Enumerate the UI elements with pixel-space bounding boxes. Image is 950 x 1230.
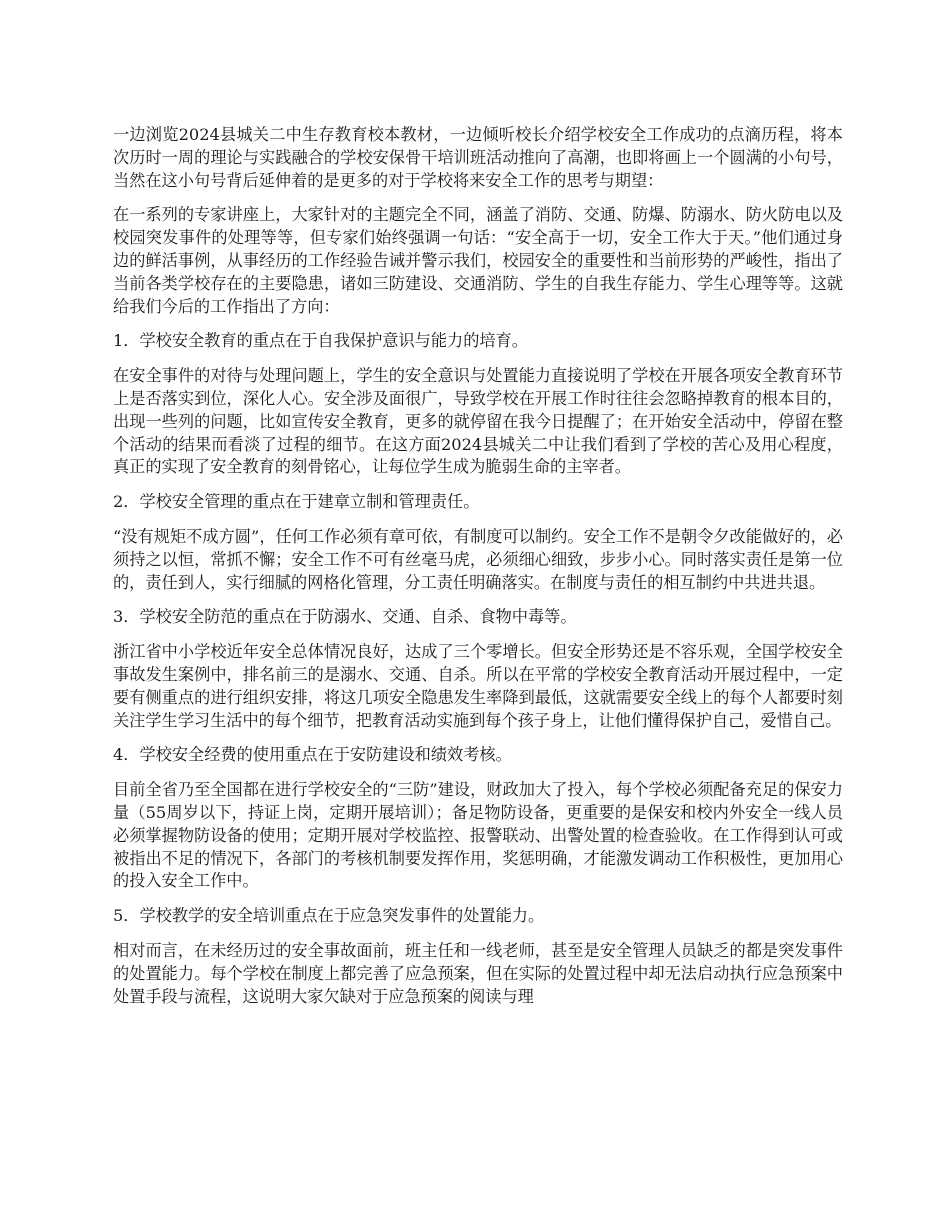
- section-heading-4: 4．学校安全经费的使用重点在于安防建设和绩效考核。: [113, 745, 512, 765]
- section-heading-5: 5．学校教学的安全培训重点在于应急突发事件的处置能力。: [113, 906, 545, 926]
- section-heading-3: 3．学校安全防范的重点在于防溺水、交通、自杀、食物中毒等。: [113, 607, 577, 627]
- paragraph-lectures: 在一系列的专家讲座上，大家针对的主题完全不同，涵盖了消防、交通、防爆、防溺水、防火防电以及校园突发事件的处理等等，但专家们始终强调一句话：“安全高于一切，安全工作大于天。”他们通过身边的鲜活事例，从事经历的工作经验告诫并警示我们，校园安全的重要性和当前形势的严峻性，指出了当前各类学校存在的主要隐患，诸如三防建设、交通消防、学生的自我生存能力、学生心理等等。这就给我们今后的工作指出了方向：: [113, 205, 843, 316]
- document-body: [113, 124, 843, 1020]
- paragraph-section-4: 目前全省乃至全国都在进行学校安全的“三防”建设，财政加大了投入，每个学校必须配备充足的保安力量（55周岁以下，持证上岗，定期开展培训）；备足物防设备，更重要的是保安和校内外安全一线人员必须掌握物防设备的使用；定期开展对学校监控、报警联动、出警处置的检查验收。在工作得到认可或被指出不足的情况下，各部门的考核机制要发挥作用，奖惩明确，才能激发调动工作积极性，更加用心的投入安全工作中。: [113, 780, 843, 891]
- section-heading-1: 1．学校安全教育的重点在于自我保护意识与能力的培育。: [113, 331, 528, 351]
- paragraph-section-2: “没有规矩不成方圆”，任何工作必须有章可依，有制度可以制约。安全工作不是朝令夕改能做好的，必须持之以恒，常抓不懈；安全工作不可有丝毫马虎，必须细心细致，步步小心。同时落实责任是第一位的，责任到人，实行细腻的网格化管理，分工责任明确落实。在制度与责任的相互制约中共进共退。: [113, 526, 843, 592]
- paragraph-section-5: 相对而言，在未经历过的安全事故面前，班主任和一线老师，甚至是安全管理人员缺乏的都是突发事件的处置能力。每个学校在制度上都完善了应急预案，但在实际的处置过程中却无法启动执行应急预案中处置手段与流程，这说明大家欠缺对于应急预案的阅读与理: [113, 940, 843, 1006]
- section-heading-2: 2．学校安全管理的重点在于建章立制和管理责任。: [113, 492, 480, 512]
- paragraph-intro: 一边浏览2024县城关二中生存教育校本教材，一边倾听校长介绍学校安全工作成功的点滴历程，将本次历时一周的理论与实践融合的学校安保骨干培训班活动推向了高潮，也即将画上一个圆满的小句号，当然在这小句号背后延伸着的是更多的对于学校将来安全工作的思考与期望：: [113, 125, 843, 190]
- paragraph-section-3: 浙江省中小学校近年安全总体情况良好，达成了三个零增长。但安全形势还是不容乐观，全国学校安全事故发生案例中，排名前三的是溺水、交通、自杀。所以在平常的学校安全教育活动开展过程中，一定要有侧重点的进行组织安排，将这几项安全隐患发生率降到最低，这就需要安全线上的每个人都要时刻关注学生学习生活中的每个细节，把教育活动实施到每个孩子身上，让他们懂得保护自己，爱惜自己。: [113, 642, 843, 730]
- paragraph-section-1: 在安全事件的对待与处理问题上，学生的安全意识与处置能力直接说明了学校在开展各项安全教育环节上是否落实到位，深化人心。安全涉及面很广，导致学校在开展工作时往往会忽略掉教育的根本目的，出现一些列的问题，比如宣传安全教育，更多的就停留在我今日提醒了；在开始安全活动中，停留在整个活动的结果而看淡了过程的细节。在这方面2024县城关二中让我们看到了学校的苦心及用心程度，真正的实现了安全教育的刻骨铭心，让每位学生成为脆弱生命的主宰者。: [113, 366, 843, 477]
